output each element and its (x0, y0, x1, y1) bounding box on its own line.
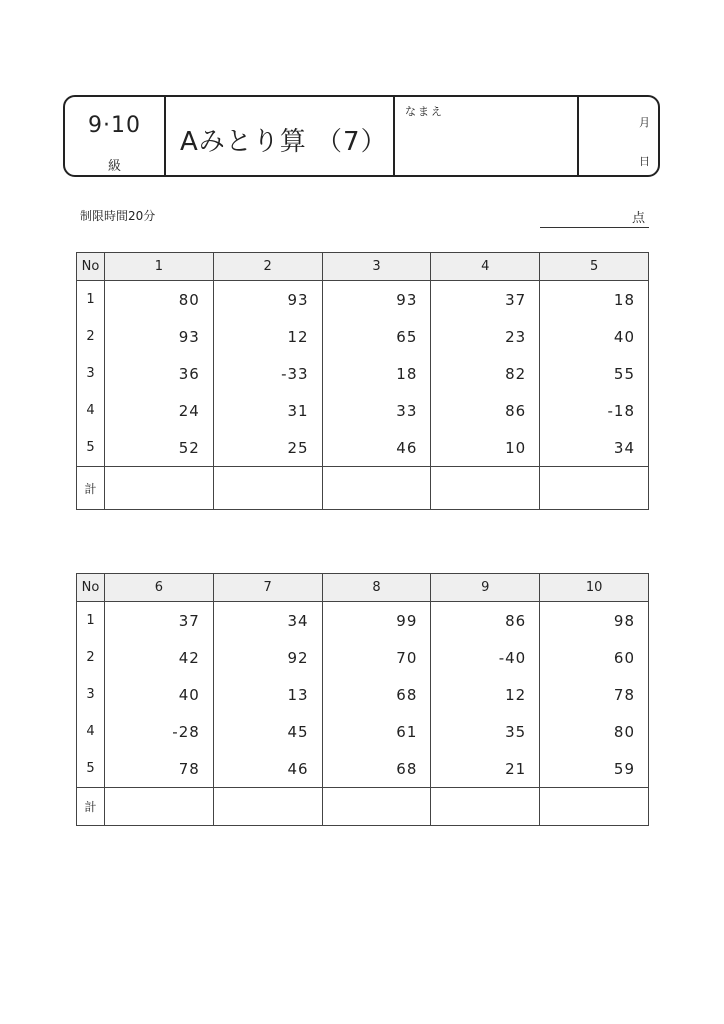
number-cell: 92 (213, 639, 322, 676)
number-cell: 55 (540, 355, 649, 392)
number-cell: 46 (322, 429, 431, 467)
number-cell: 40 (105, 676, 214, 713)
name-field[interactable] (393, 97, 577, 175)
table-header-row (77, 253, 649, 281)
row-number: 1 (77, 602, 105, 640)
number-cell: 86 (431, 392, 540, 429)
problem-header: 3 (322, 253, 431, 281)
table-header-row (77, 574, 649, 602)
month-label: 月 (639, 116, 650, 129)
problem-table-2 (76, 573, 649, 826)
number-cell: 52 (105, 429, 214, 467)
number-cell: 78 (105, 750, 214, 788)
no-header: No (77, 253, 105, 281)
problem-header: 4 (431, 253, 540, 281)
table-row (77, 355, 649, 392)
table-row (77, 713, 649, 750)
date-field[interactable] (577, 97, 658, 175)
number-cell: -33 (213, 355, 322, 392)
number-cell: 60 (540, 639, 649, 676)
row-number: 5 (77, 750, 105, 788)
total-label: 計 (77, 467, 105, 510)
table-row (77, 392, 649, 429)
answer-cell[interactable] (431, 467, 540, 510)
number-cell: 37 (105, 602, 214, 640)
number-cell: 70 (322, 639, 431, 676)
row-number: 4 (77, 392, 105, 429)
number-cell: 45 (213, 713, 322, 750)
number-cell: 34 (540, 429, 649, 467)
number-cell: 25 (213, 429, 322, 467)
number-cell: 13 (213, 676, 322, 713)
number-cell: -28 (105, 713, 214, 750)
table-row (77, 429, 649, 467)
number-cell: 99 (322, 602, 431, 640)
problem-header: 8 (322, 574, 431, 602)
answer-cell[interactable] (431, 788, 540, 826)
number-cell: 31 (213, 392, 322, 429)
number-cell: 82 (431, 355, 540, 392)
problem-header: 7 (213, 574, 322, 602)
problem-header: 1 (105, 253, 214, 281)
worksheet-header (63, 95, 660, 177)
day-label: 日 (639, 155, 650, 168)
problem-table-1 (76, 252, 649, 510)
number-cell: 12 (431, 676, 540, 713)
no-header: No (77, 574, 105, 602)
number-cell: 23 (431, 318, 540, 355)
row-number: 2 (77, 639, 105, 676)
number-cell: 93 (213, 281, 322, 319)
number-cell: 34 (213, 602, 322, 640)
title-cell (164, 97, 393, 175)
total-label: 計 (77, 788, 105, 826)
answer-cell[interactable] (540, 788, 649, 826)
answer-cell[interactable] (322, 467, 431, 510)
score-field[interactable] (540, 206, 649, 228)
table-row (77, 750, 649, 788)
number-cell: 80 (540, 713, 649, 750)
number-cell: 40 (540, 318, 649, 355)
number-cell: 86 (431, 602, 540, 640)
grade-unit: 級 (107, 159, 121, 174)
number-cell: 24 (105, 392, 214, 429)
number-cell: 78 (540, 676, 649, 713)
answer-cell[interactable] (105, 788, 214, 826)
number-cell: 36 (105, 355, 214, 392)
worksheet-title: Aみとり算 （7） (180, 127, 388, 157)
number-cell: 33 (322, 392, 431, 429)
row-number: 1 (77, 281, 105, 319)
total-row (77, 467, 649, 510)
problem-header: 10 (540, 574, 649, 602)
table-row (77, 676, 649, 713)
number-cell: 68 (322, 750, 431, 788)
number-cell: 37 (431, 281, 540, 319)
number-cell: 93 (322, 281, 431, 319)
answer-cell[interactable] (540, 467, 649, 510)
number-cell: 65 (322, 318, 431, 355)
number-cell: 35 (431, 713, 540, 750)
number-cell: 93 (105, 318, 214, 355)
number-cell: 42 (105, 639, 214, 676)
answer-cell[interactable] (322, 788, 431, 826)
number-cell: 18 (322, 355, 431, 392)
number-cell: 98 (540, 602, 649, 640)
grade-cell (65, 97, 164, 175)
table-row (77, 281, 649, 319)
answer-cell[interactable] (213, 788, 322, 826)
number-cell: -40 (431, 639, 540, 676)
row-number: 4 (77, 713, 105, 750)
row-number: 3 (77, 676, 105, 713)
number-cell: -18 (540, 392, 649, 429)
problem-header: 5 (540, 253, 649, 281)
problem-header: 6 (105, 574, 214, 602)
row-number: 3 (77, 355, 105, 392)
answer-cell[interactable] (213, 467, 322, 510)
number-cell: 61 (322, 713, 431, 750)
problem-header: 2 (213, 253, 322, 281)
number-cell: 21 (431, 750, 540, 788)
number-cell: 59 (540, 750, 649, 788)
number-cell: 10 (431, 429, 540, 467)
total-row (77, 788, 649, 826)
time-limit: 制限時間20分 (80, 209, 156, 223)
number-cell: 18 (540, 281, 649, 319)
row-number: 5 (77, 429, 105, 467)
number-cell: 80 (105, 281, 214, 319)
number-cell: 12 (213, 318, 322, 355)
table-row (77, 602, 649, 640)
number-cell: 46 (213, 750, 322, 788)
table-row (77, 639, 649, 676)
score-unit: 点 (631, 211, 645, 226)
answer-cell[interactable] (105, 467, 214, 510)
row-number: 2 (77, 318, 105, 355)
grade-level: 9·10 (88, 113, 141, 138)
problem-header: 9 (431, 574, 540, 602)
number-cell: 68 (322, 676, 431, 713)
name-label: なまえ (405, 105, 444, 118)
table-row (77, 318, 649, 355)
